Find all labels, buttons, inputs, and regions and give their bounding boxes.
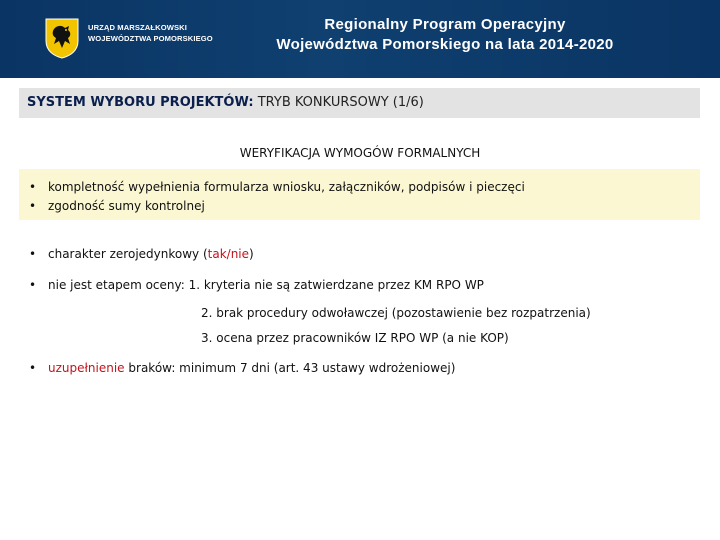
bullet-icon: •: [29, 199, 37, 213]
program-title: [240, 15, 650, 55]
coat-of-arms-icon: [44, 17, 80, 59]
list-item-completeness: kompletność wypełnienia formularza wniosku, załączników, podpisów i pieczęci: [48, 180, 525, 194]
bullet-icon: •: [29, 247, 37, 261]
section-title: [27, 95, 424, 110]
list-item-not-stage-line3: 3. ocena przez pracowników IZ RPO WP (a nie KOP): [201, 331, 509, 345]
list-item-supplement: [48, 361, 455, 375]
organization-name-line1: URZĄD MARSZAŁKOWSKI: [88, 23, 187, 32]
supplement-keyword: uzupełnienie: [48, 361, 125, 375]
header-bar: [0, 0, 720, 78]
list-item-not-stage: nie jest etapem oceny: 1. kryteria nie są zatwierdzane przez KM RPO WP: [48, 278, 484, 292]
bullet-icon: •: [29, 361, 37, 375]
list-item-checksum: zgodność sumy kontrolnej: [48, 199, 205, 213]
list-item-binary: [48, 247, 254, 261]
bullet-icon: •: [29, 180, 37, 194]
bullet-icon: •: [29, 278, 37, 292]
section-title-mode: TRYB KONKURSOWY (1/6): [257, 95, 424, 110]
section-title-main: SYSTEM WYBORU PROJEKTÓW:: [27, 95, 254, 110]
supplement-rest: braków: minimum 7 dni (art. 43 ustawy wdrożeniowej): [124, 361, 456, 375]
slide-subtitle: WERYFIKACJA WYMOGÓW FORMALNYCH: [239, 146, 481, 160]
binary-suffix: ): [249, 247, 254, 261]
organization-name: [88, 22, 213, 44]
organization-name-line2: WOJEWÓDZTWA POMORSKIEGO: [88, 34, 213, 43]
binary-prefix: charakter zerojedynkowy (: [48, 247, 208, 261]
program-title-line1: Regionalny Program Operacyjny: [324, 16, 566, 33]
program-title-line2: Województwa Pomorskiego na lata 2014-2020: [276, 36, 614, 53]
list-item-not-stage-line2: 2. brak procedury odwoławczej (pozostawienie bez rozpatrzenia): [201, 306, 591, 320]
binary-values: tak/nie: [207, 247, 250, 261]
section-title-bar: [19, 88, 700, 118]
